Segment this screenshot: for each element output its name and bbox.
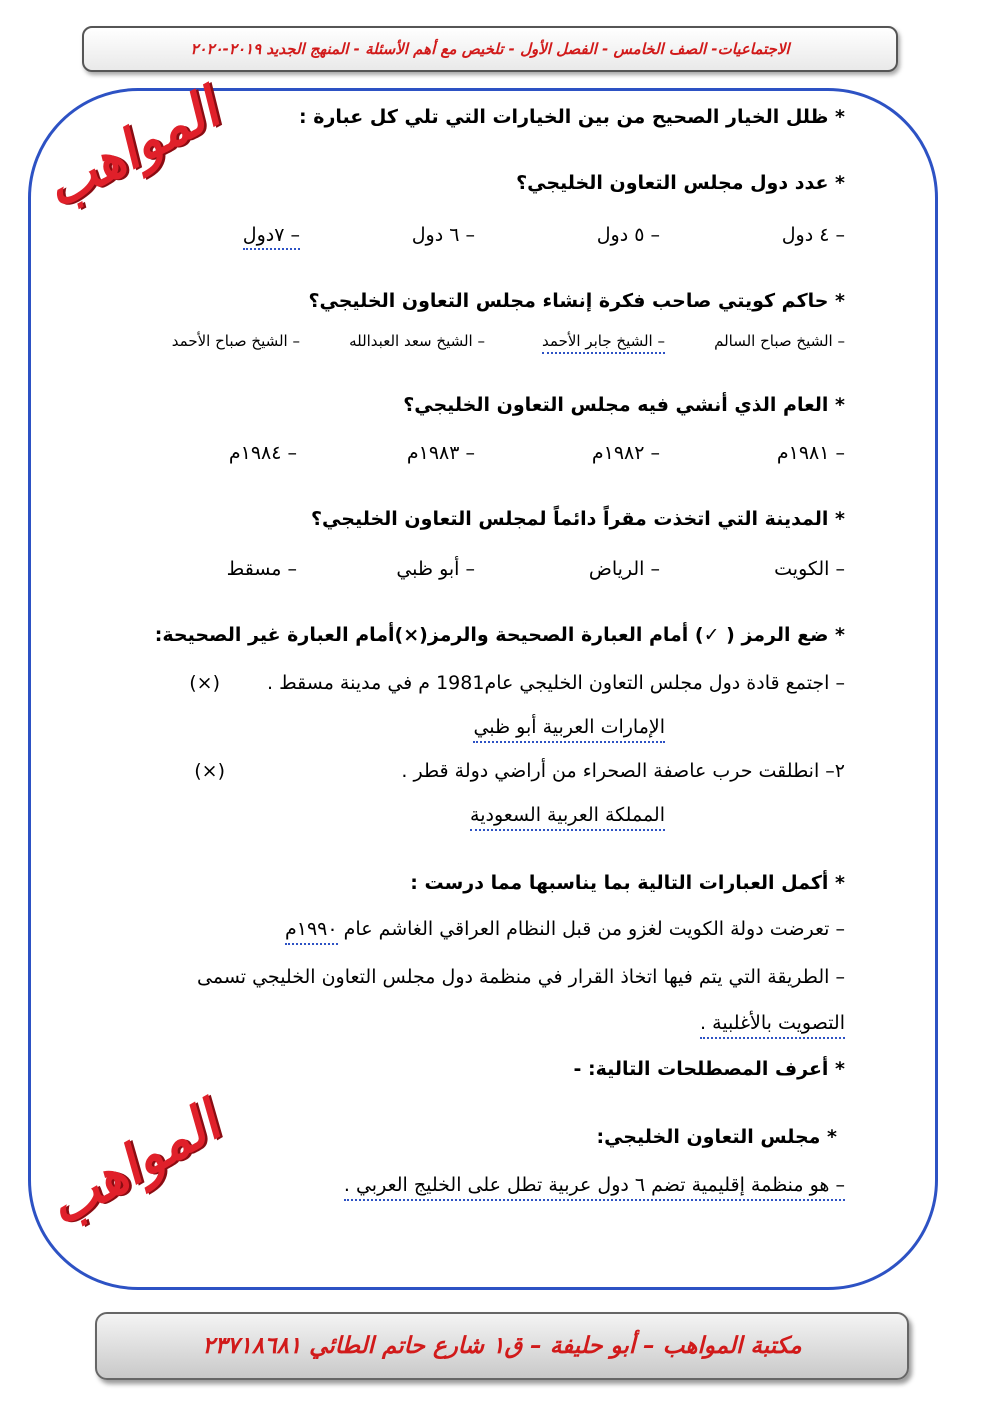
logo-text: المواهب [36,1089,231,1239]
mcq-option[interactable]: – الشيخ صباح الأحمد [171,332,300,350]
mcq-options [105,558,845,588]
tf-statement: – اجتمع قادة دول مجلس التعاون الخليجي عام1981 م في مدينة مسقط . [267,672,845,694]
logo-text: المواهب [33,76,229,221]
complete-text: – الطريقة التي يتم فيها اتخاذ القرار في منظمة دول مجلس التعاون الخليجي تسمى [197,966,845,988]
mcq-options [105,442,845,472]
definition-text: – هو منظمة إقليمية تضم ٦ دول عربية تطل على الخليج العربي . [344,1174,845,1201]
mcq-option[interactable]: – الشيخ سعد العبدالله [349,332,485,350]
header-title: الاجتماعيات- الصف الخامس - الفصل الأول - تلخيص مع أهم الأسئلة - المنهج الجديد ٢٠١٩-٢٠٢٠ [190,40,790,58]
mcq-option-correct[interactable]: – الشيخ جابر الأحمد [542,332,665,354]
complete-answer: التصويت بالأغلبية . [700,1012,845,1039]
mcq-option[interactable]: – الشيخ صباح السالم [714,332,845,350]
mcq-option[interactable]: – ١٩٨٤م [228,442,297,464]
tf-mark: (×) [194,760,225,782]
mcq-option[interactable]: – الكويت [774,558,845,580]
mcq-question: * حاكم كويتي صاحب فكرة إنشاء مجلس التعاون الخليجي؟ [308,290,845,312]
mcq-question: * المدينة التي اتخذت مقراً دائماً لمجلس التعاون الخليجي؟ [311,508,845,530]
mcq-option[interactable]: – ٦ دول [411,224,475,246]
complete-item [700,1012,845,1034]
tf-correction-text: الإمارات العربية أبو ظبي [473,716,665,743]
true-false-instruction: * ضع الرمز ( ✓) أمام العبارة الصحيحة والرمز(×)أمام العبارة غير الصحيحة: [154,624,845,646]
mcq-instruction: * ظلل الخيار الصحيح من بين الخيارات التي تلي كل عبارة : [299,106,845,128]
tf-mark: (×) [189,672,220,694]
mcq-option[interactable]: – أبو ظبي [396,558,475,580]
complete-item [285,918,845,940]
mcq-question: * العام الذي أنشي فيه مجلس التعاون الخليجي؟ [403,394,845,416]
tf-correction [470,804,665,826]
mcq-option[interactable]: – ٥ دول [596,224,660,246]
mcq-option-correct[interactable]: – الرياض [588,558,660,580]
mcq-option[interactable]: – ١٩٨٣م [406,442,475,464]
mcq-question: * عدد دول مجلس التعاون الخليجي؟ [516,172,845,194]
mcq-option[interactable]: – مسقط [226,558,297,580]
tf-correction [473,716,665,738]
complete-answer: ١٩٩٠م [285,918,338,945]
mcq-options [105,332,845,362]
tf-statement: ٢– انطلقت حرب عاصفة الصحراء من أراضي دولة قطر . [401,760,845,782]
footer-text: مكتبة المواهب – أبو حليفة – ق١ شارع حاتم الطائي ٢٣٧١٨٦٨١ [202,1333,802,1359]
worksheet-content [90,0,845,1290]
complete-instruction: * أكمل العبارات التالية بما يناسبها مما درست : [410,872,845,894]
define-instruction: * أعرف المصطلحات التالية: - [573,1058,845,1080]
definition-term: * مجلس التعاون الخليجي: [596,1126,837,1148]
definition-item [344,1174,845,1196]
mcq-option-correct[interactable]: – ٧دول [243,224,300,250]
tf-correction-text: المملكة العربية السعودية [470,804,665,831]
mcq-options [105,224,845,254]
complete-text: – تعرضت دولة الكويت لغزو من قبل النظام العراقي الغاشم عام [343,918,845,940]
mcq-option[interactable]: – ٤ دول [781,224,845,246]
footer-bar [95,1312,909,1380]
mcq-option-correct[interactable]: – ١٩٨١م [776,442,845,464]
mcq-option[interactable]: – ١٩٨٢م [591,442,660,464]
